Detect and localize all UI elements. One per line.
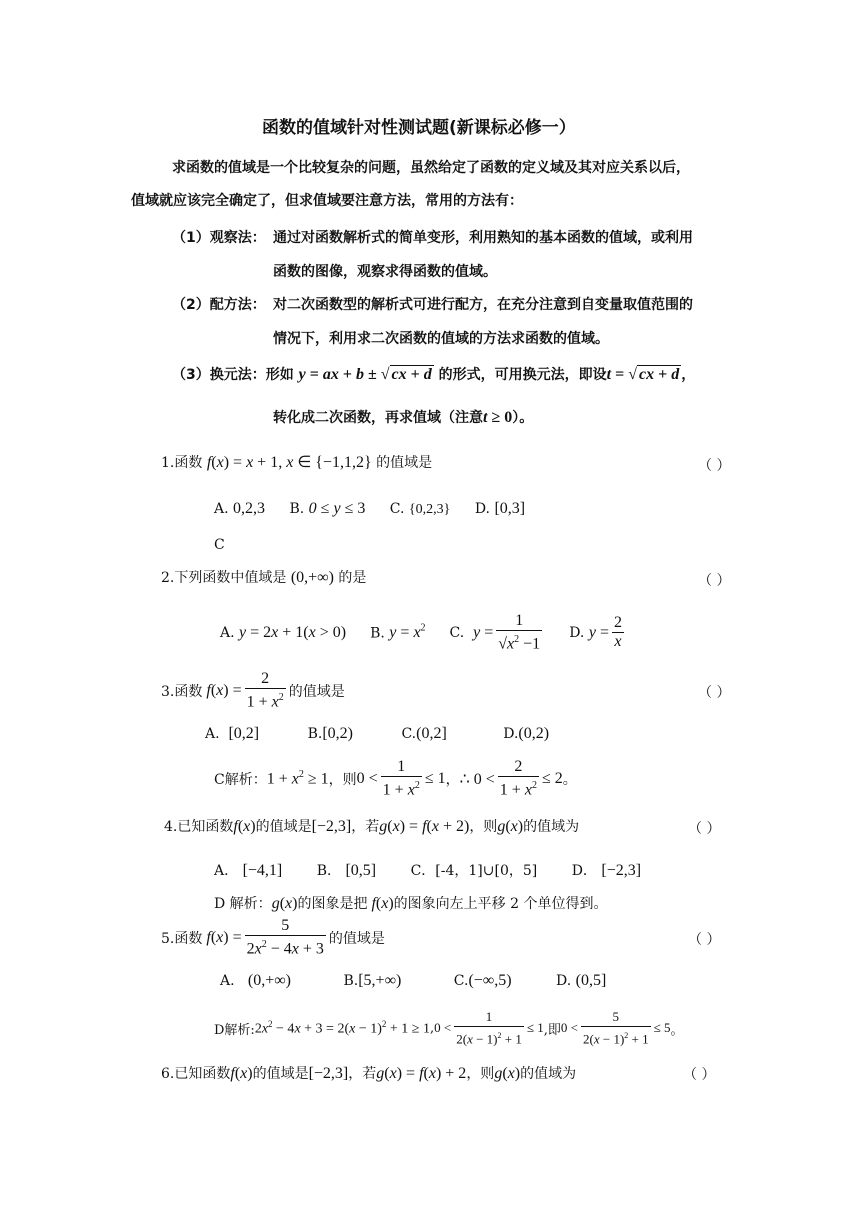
q1-option-d[interactable]: D. [0,3] bbox=[474, 500, 526, 517]
method-3-text-b: 的形式，可用换元法，即设 bbox=[438, 367, 607, 383]
q3-option-a[interactable]: A. [0,2] bbox=[205, 725, 260, 742]
intro-line-2: 值域就应该完全确定了，但求值域要注意方法，常用的方法有： bbox=[131, 193, 523, 209]
q3-answer-bracket[interactable]: （ ） bbox=[698, 685, 731, 701]
q3-prefix: 3.函数 bbox=[161, 683, 203, 700]
q2-option-d[interactable]: D. y = $\frac{2}{x}$ bbox=[569, 614, 622, 651]
question-2 bbox=[161, 567, 366, 587]
q1-formula: f(x) = x + 1, x ∈ {−1,1,2} bbox=[206, 454, 372, 471]
q6-answer-bracket[interactable]: （ ） bbox=[683, 1067, 716, 1083]
method-3-text-a: 形如 bbox=[265, 367, 294, 383]
method-3-text-2b: ）。 bbox=[512, 410, 534, 426]
q1-answer-bracket[interactable]: （ ） bbox=[698, 458, 731, 474]
method-2-text-1: 对二次函数型的解析式可进行配方，在充分注意到自变量取值范围的 bbox=[273, 297, 693, 313]
q2-suffix: 的是 bbox=[338, 570, 367, 586]
q4-solution: D 解析：g(x)的图象是把 f(x)的图象向左上平移 2 个单位得到。 bbox=[214, 895, 608, 912]
method-2-text-2: 情况下，利用求二次函数的值域的方法求函数的值域。 bbox=[273, 331, 609, 347]
method-3-line-1 bbox=[172, 364, 695, 384]
question-6: 6.已知函数f(x)的值域是[−2,3]，若g(x) = f(x) + 2，则g(x)的值域为 bbox=[161, 1065, 577, 1082]
q5-option-b[interactable]: B.[5,+∞) bbox=[343, 972, 402, 989]
method-1-label: （1）观察法： bbox=[172, 230, 266, 246]
q4-option-d[interactable]: D． [−2,3] bbox=[571, 862, 642, 879]
q3-option-d[interactable]: D.(0,2) bbox=[503, 725, 550, 742]
q3-option-c[interactable]: C.(0,2] bbox=[401, 725, 447, 742]
question-4: 4.已知函数f(x)的值域是[−2,3]，若g(x) = f(x + 2)，则g(x)的值域为 bbox=[164, 818, 580, 835]
q5-option-c[interactable]: C.(−∞,5) bbox=[453, 972, 512, 989]
q1-answer: C bbox=[214, 537, 225, 553]
q5-solution: D解析: $2x^2 - 4x + 3 = 2(x - 1)^2 + 1 \ge 1$ , 0 < $\frac{1}{2(x - 1)^2 + 1}$ ≤ 1 ,即 0 < $\frac{5}{2(x - 1)^2 + 1}$ ≤ 5 。 bbox=[214, 1009, 684, 1047]
q2-prefix: 2.下列函数中值域是 bbox=[161, 570, 287, 586]
q1-option-a[interactable]: A. 0,2,3 bbox=[214, 500, 266, 517]
page-title: 函数的值域针对性测试题(新课标必修一） bbox=[262, 118, 576, 138]
q2-option-a[interactable]: A. y = 2x + 1(x > 0) bbox=[220, 623, 347, 641]
q3-solution: C解析： $1 + x^2 \ge 1$ ，则 0 < $\frac{1}{1 + x^2}$ ≤ 1 ， ∴ 0 < $\frac{2}{1 + x^2}$ ≤ 2 。 bbox=[214, 758, 577, 799]
q1-option-b[interactable]: B. 0 ≤ y ≤ 3 bbox=[289, 500, 366, 517]
question-1 bbox=[161, 452, 432, 472]
q4-option-a[interactable]: A． [−4,1] bbox=[214, 862, 283, 879]
q5-option-a[interactable]: A. (0,+∞) bbox=[220, 972, 292, 989]
q3-option-b[interactable]: B.[0,2) bbox=[307, 725, 353, 742]
q2-option-b[interactable]: B. $y = x^2$ bbox=[370, 623, 426, 642]
q2-option-c[interactable]: C. y = $\frac{1}{√x^2 -1}$ bbox=[449, 612, 541, 653]
method-3-text-2a: 转化成二次函数，再求值域（注意 bbox=[273, 410, 483, 426]
method-1-text-2: 函数的图像，观察求得函数的值域。 bbox=[273, 264, 497, 280]
q2-range: (0,+∞) bbox=[290, 569, 334, 586]
formula-substitution: t = √ cx + d bbox=[606, 366, 680, 383]
q4-option-c[interactable]: C．[-4，1]∪[0，5] bbox=[410, 863, 538, 879]
method-3-label: （3）换元法： bbox=[172, 367, 266, 383]
question-5: 5.函数 f(x) = $\frac{5}{2x^2 - 4x + 3}$ 的值域是 bbox=[161, 917, 385, 958]
formula-t-nonneg: t ≥ 0 bbox=[483, 409, 513, 426]
q1-option-c[interactable]: C. {0,2,3} bbox=[389, 501, 451, 517]
q5-option-d[interactable]: D. (0,5] bbox=[555, 972, 607, 989]
q1-options bbox=[214, 500, 525, 518]
question-3: 3.函数 f(x) = $\frac{2}{1 + x^2}$ 的值域是 bbox=[161, 670, 345, 711]
q2-options bbox=[220, 612, 627, 653]
q5-options bbox=[220, 972, 606, 990]
q4-options bbox=[214, 860, 641, 880]
q3-suffix: 的值域是 bbox=[288, 683, 345, 700]
method-3-text-c: ， bbox=[681, 367, 696, 383]
method-2-label: （2）配方法： bbox=[172, 297, 266, 313]
method-1-text-1: 通过对函数解析式的简单变形，利用熟知的基本函数的值域，或利用 bbox=[273, 230, 693, 246]
q1-prefix: 1.函数 bbox=[161, 455, 203, 471]
q1-suffix: 的值域是 bbox=[376, 455, 433, 471]
q2-answer-bracket[interactable]: （ ） bbox=[698, 573, 731, 589]
q4-option-b[interactable]: B． [0,5] bbox=[316, 862, 377, 879]
q3-fraction: $\frac{2}{1 + x^2}$ bbox=[246, 670, 284, 711]
q4-answer-bracket[interactable]: （ ） bbox=[688, 821, 721, 837]
method-3-line-2 bbox=[273, 407, 533, 427]
formula-sqrt-form: y = ax + b ± √ cx + d bbox=[298, 366, 432, 383]
intro-line-1: 求函数的值域是一个比较复杂的问题，虽然给定了函数的定义域及其对应关系以后， bbox=[172, 160, 690, 176]
q5-fraction: $\frac{5}{2x^2 - 4x + 3}$ bbox=[246, 917, 324, 958]
q5-answer-bracket[interactable]: （ ） bbox=[688, 932, 721, 948]
q3-options bbox=[205, 725, 549, 743]
